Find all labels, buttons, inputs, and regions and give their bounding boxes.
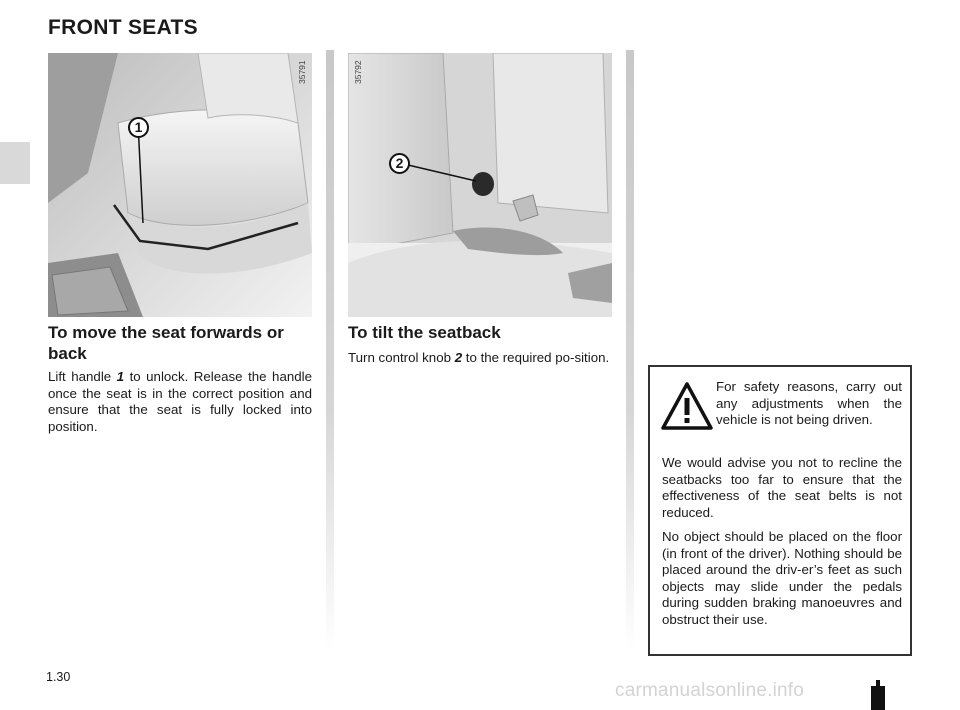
page-corner-mark bbox=[871, 686, 885, 710]
seatback-tilt-illustration bbox=[348, 53, 612, 317]
instruction-text: to unlock. Release the handle once the seat is in the correct position and ensure that the seat is fully locked into position. bbox=[48, 369, 312, 434]
figure-reference-code: 35791 bbox=[297, 60, 307, 84]
instruction-paragraph bbox=[348, 350, 612, 367]
column-divider bbox=[626, 50, 634, 650]
seatback-tilt-photo bbox=[348, 53, 612, 317]
page-number: 1.30 bbox=[46, 670, 71, 684]
instruction-text: Lift handle bbox=[48, 369, 117, 384]
section-heading: To move the seat forwards or back bbox=[48, 323, 284, 363]
page-title: FRONT SEATS bbox=[48, 16, 198, 39]
warning-paragraph: We would advise you not to recline the seatbacks too far to ensure that the effectiveness of the seat belts is not reduced. bbox=[662, 455, 902, 520]
site-watermark: carmanualsonline.info bbox=[615, 680, 805, 701]
column-divider bbox=[326, 50, 334, 650]
section-tab-marker bbox=[0, 142, 30, 184]
callout-marker: 2 bbox=[389, 153, 410, 174]
instruction-text: to the required po-sition. bbox=[462, 350, 610, 365]
warning-triangle-icon bbox=[660, 381, 714, 431]
instruction-text: Turn control knob bbox=[348, 350, 455, 365]
instruction-paragraph bbox=[48, 369, 312, 435]
reference-number: 2 bbox=[454, 350, 463, 365]
seat-slide-photo bbox=[48, 53, 312, 317]
reference-number: 1 bbox=[116, 369, 125, 384]
safety-warning-box bbox=[648, 365, 912, 656]
warning-intro: For safety reasons, carry out any adjustments when the vehicle is not being driven. bbox=[716, 379, 902, 428]
callout-marker: 1 bbox=[128, 117, 149, 138]
seat-slide-illustration bbox=[48, 53, 312, 317]
section-heading: To tilt the seatback bbox=[348, 323, 501, 342]
warning-paragraph: No object should be placed on the floor (in front of the driver). Nothing should be placed around the driv-er’s feet as such objects may slide under the pedals during sudden braking manoeuvres and obstruct their use. bbox=[662, 529, 902, 627]
figure-reference-code: 35792 bbox=[353, 60, 363, 84]
